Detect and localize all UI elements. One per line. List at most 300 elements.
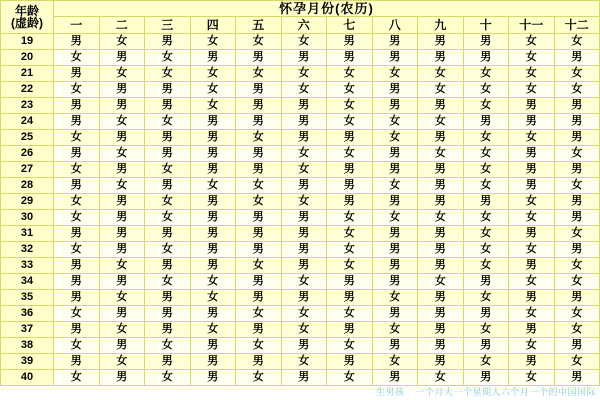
month-header-12: 十二 [554, 17, 600, 34]
gender-cell: 女 [509, 306, 555, 322]
gender-cell: 女 [554, 146, 600, 162]
gender-cell: 女 [99, 290, 145, 306]
age-cell: 35 [1, 290, 54, 306]
gender-cell: 女 [281, 146, 327, 162]
gender-cell: 男 [372, 338, 418, 354]
gender-cell: 女 [327, 258, 373, 274]
gender-cell: 女 [99, 114, 145, 130]
gender-cell: 女 [327, 98, 373, 114]
gender-cell: 女 [236, 194, 282, 210]
gender-cell: 男 [236, 354, 282, 370]
gender-cell: 女 [372, 178, 418, 194]
table-row [1, 210, 600, 226]
gender-cell: 男 [418, 306, 464, 322]
gender-cell: 男 [236, 274, 282, 290]
gender-cell: 女 [554, 178, 600, 194]
gender-cell: 女 [145, 274, 191, 290]
gender-cell: 男 [54, 66, 100, 82]
gender-cell: 女 [463, 226, 509, 242]
gender-cell: 男 [327, 194, 373, 210]
gender-cell: 女 [327, 66, 373, 82]
gender-cell: 女 [463, 82, 509, 98]
gender-cell: 男 [509, 178, 555, 194]
gender-cell: 女 [327, 82, 373, 98]
gender-cell: 男 [372, 274, 418, 290]
gender-cell: 男 [54, 178, 100, 194]
gender-cell: 男 [190, 370, 236, 386]
gender-cell: 女 [509, 82, 555, 98]
table-row [1, 322, 600, 338]
gender-cell: 女 [372, 66, 418, 82]
gender-cell: 男 [463, 114, 509, 130]
gender-cell: 女 [463, 178, 509, 194]
gender-cell: 女 [463, 130, 509, 146]
table-row [1, 146, 600, 162]
gender-cell: 男 [145, 226, 191, 242]
gender-cell: 男 [54, 98, 100, 114]
table-row [1, 242, 600, 258]
gender-cell: 女 [554, 82, 600, 98]
gender-cell: 女 [145, 162, 191, 178]
age-cell: 34 [1, 274, 54, 290]
gender-cell: 男 [281, 290, 327, 306]
table-row [1, 226, 600, 242]
table-row [1, 50, 600, 66]
table-row [1, 258, 600, 274]
gender-cell: 女 [99, 178, 145, 194]
gender-cell: 女 [463, 258, 509, 274]
gender-cell: 女 [418, 114, 464, 130]
gender-cell: 女 [509, 130, 555, 146]
gender-cell: 女 [236, 258, 282, 274]
gender-cell: 女 [509, 370, 555, 386]
gender-cell: 男 [236, 210, 282, 226]
gender-cell: 女 [554, 322, 600, 338]
gender-cell: 男 [281, 50, 327, 66]
age-cell: 19 [1, 34, 54, 50]
gender-cell: 女 [190, 290, 236, 306]
gender-cell: 男 [418, 258, 464, 274]
month-header-10: 十 [463, 17, 509, 34]
gender-cell: 男 [509, 258, 555, 274]
gender-cell: 女 [190, 274, 236, 290]
gender-cell: 女 [54, 194, 100, 210]
gender-cell: 男 [418, 290, 464, 306]
month-header-7: 七 [327, 17, 373, 34]
gender-cell: 男 [554, 194, 600, 210]
age-cell: 37 [1, 322, 54, 338]
gender-cell: 男 [190, 354, 236, 370]
gender-cell: 女 [418, 210, 464, 226]
gender-cell: 女 [99, 34, 145, 50]
gender-cell: 男 [99, 50, 145, 66]
gender-cell: 男 [54, 34, 100, 50]
gender-cell: 女 [99, 322, 145, 338]
gender-cell: 男 [236, 242, 282, 258]
gender-cell: 女 [236, 66, 282, 82]
age-cell: 24 [1, 114, 54, 130]
gender-cell: 女 [372, 130, 418, 146]
gender-cell: 女 [145, 194, 191, 210]
age-cell: 32 [1, 242, 54, 258]
gender-cell: 男 [281, 210, 327, 226]
gender-cell: 男 [372, 258, 418, 274]
gender-cell: 男 [236, 50, 282, 66]
gender-cell: 女 [509, 274, 555, 290]
gender-cell: 男 [54, 226, 100, 242]
table-row [1, 130, 600, 146]
gender-cell: 男 [99, 130, 145, 146]
gender-cell: 男 [99, 370, 145, 386]
gender-cell: 女 [145, 370, 191, 386]
gender-cell: 男 [99, 82, 145, 98]
table-row [1, 306, 600, 322]
gender-cell: 男 [372, 34, 418, 50]
gender-cell: 男 [99, 274, 145, 290]
age-cell: 31 [1, 226, 54, 242]
gender-cell: 男 [190, 242, 236, 258]
gender-cell: 女 [327, 306, 373, 322]
gender-cell: 女 [463, 290, 509, 306]
age-cell: 23 [1, 98, 54, 114]
gender-cell: 男 [418, 34, 464, 50]
gender-cell: 男 [190, 306, 236, 322]
gender-cell: 男 [372, 98, 418, 114]
gender-cell: 男 [190, 130, 236, 146]
gender-cell: 男 [372, 146, 418, 162]
gender-cell: 男 [372, 194, 418, 210]
age-header-line1: 年龄 [14, 4, 39, 18]
gender-cell: 女 [281, 274, 327, 290]
gender-cell: 女 [509, 194, 555, 210]
gender-cell: 女 [145, 338, 191, 354]
age-column-header [1, 1, 54, 34]
gender-cell: 男 [145, 322, 191, 338]
gender-cell: 男 [327, 322, 373, 338]
gender-cell: 男 [509, 98, 555, 114]
gender-cell: 女 [463, 242, 509, 258]
gender-cell: 男 [372, 82, 418, 98]
gender-cell: 男 [281, 178, 327, 194]
gender-cell: 女 [372, 210, 418, 226]
gender-cell: 男 [99, 226, 145, 242]
gender-cell: 男 [190, 50, 236, 66]
gender-cell: 女 [190, 34, 236, 50]
gender-cell: 男 [372, 242, 418, 258]
gender-cell: 男 [327, 274, 373, 290]
table-row [1, 338, 600, 354]
gender-cell: 男 [281, 98, 327, 114]
gender-cell: 男 [327, 130, 373, 146]
gender-cell: 男 [463, 50, 509, 66]
gender-cell: 男 [54, 114, 100, 130]
gender-cell: 男 [190, 258, 236, 274]
gender-cell: 男 [190, 114, 236, 130]
table-row [1, 274, 600, 290]
gender-cell: 男 [236, 98, 282, 114]
month-header-8: 八 [372, 17, 418, 34]
table-row [1, 34, 600, 50]
table-body [1, 34, 600, 386]
gender-cell: 男 [418, 98, 464, 114]
age-cell: 28 [1, 178, 54, 194]
gender-cell: 男 [418, 130, 464, 146]
gender-cell: 男 [509, 146, 555, 162]
gender-cell: 女 [327, 146, 373, 162]
gender-cell: 女 [236, 306, 282, 322]
gender-cell: 女 [463, 322, 509, 338]
gender-cell: 女 [327, 338, 373, 354]
gender-cell: 男 [145, 146, 191, 162]
age-cell: 30 [1, 210, 54, 226]
month-header-1: 一 [54, 17, 100, 34]
age-cell: 33 [1, 258, 54, 274]
gender-cell: 女 [327, 210, 373, 226]
gender-cell: 女 [236, 178, 282, 194]
gender-cell: 女 [54, 130, 100, 146]
gender-cell: 女 [418, 82, 464, 98]
gender-cell: 男 [509, 290, 555, 306]
gender-cell: 女 [145, 242, 191, 258]
gender-cell: 女 [281, 82, 327, 98]
age-cell: 26 [1, 146, 54, 162]
gender-cell: 男 [554, 50, 600, 66]
gender-cell: 女 [54, 242, 100, 258]
gender-cell: 女 [54, 162, 100, 178]
watermark-right: 一个月大一个星期人六个月一个的中国国际 [415, 387, 596, 397]
gender-cell: 女 [554, 274, 600, 290]
gender-cell: 女 [554, 66, 600, 82]
gender-cell: 女 [54, 210, 100, 226]
gender-cell: 女 [372, 290, 418, 306]
gender-cell: 女 [145, 210, 191, 226]
age-cell: 22 [1, 82, 54, 98]
gender-cell: 女 [554, 354, 600, 370]
gender-cell: 女 [509, 210, 555, 226]
gender-cell: 男 [145, 98, 191, 114]
gender-cell: 男 [99, 98, 145, 114]
gender-cell: 男 [327, 354, 373, 370]
age-cell: 36 [1, 306, 54, 322]
gender-cell: 女 [281, 354, 327, 370]
gender-cell: 女 [190, 98, 236, 114]
gender-cell: 女 [281, 162, 327, 178]
month-header-9: 九 [418, 17, 464, 34]
gender-cell: 男 [418, 338, 464, 354]
gender-cell: 女 [99, 66, 145, 82]
table-row [1, 178, 600, 194]
gender-cell: 男 [145, 290, 191, 306]
gender-cell: 男 [418, 322, 464, 338]
gender-cell: 男 [236, 322, 282, 338]
gender-cell: 女 [327, 226, 373, 242]
gender-cell: 男 [145, 178, 191, 194]
age-cell: 39 [1, 354, 54, 370]
table-header [1, 1, 600, 34]
age-cell: 40 [1, 370, 54, 386]
gender-cell: 女 [418, 146, 464, 162]
month-header-row [1, 17, 600, 34]
gender-cell: 女 [236, 34, 282, 50]
gender-cell: 男 [99, 162, 145, 178]
gender-cell: 男 [281, 226, 327, 242]
gender-cell: 女 [236, 370, 282, 386]
gender-cell: 女 [509, 50, 555, 66]
gender-cell: 男 [54, 322, 100, 338]
gender-cell: 男 [372, 226, 418, 242]
gender-cell: 男 [554, 114, 600, 130]
gender-cell: 男 [327, 290, 373, 306]
watermark-left: 生男孩 [375, 387, 405, 397]
table-row [1, 354, 600, 370]
gender-cell: 男 [554, 370, 600, 386]
table-row [1, 290, 600, 306]
table-title: 怀孕月份(农历) [54, 1, 600, 17]
age-cell: 20 [1, 50, 54, 66]
gender-cell: 男 [418, 354, 464, 370]
gender-cell: 男 [554, 338, 600, 354]
gender-cell: 女 [327, 114, 373, 130]
age-cell: 25 [1, 130, 54, 146]
month-header-6: 六 [281, 17, 327, 34]
gender-cell: 女 [463, 354, 509, 370]
gender-cell: 男 [418, 226, 464, 242]
gender-cell: 男 [190, 338, 236, 354]
age-cell: 21 [1, 66, 54, 82]
gender-cell: 女 [418, 274, 464, 290]
age-cell: 27 [1, 162, 54, 178]
gender-cell: 男 [236, 146, 282, 162]
gender-cell: 男 [463, 274, 509, 290]
gender-cell: 男 [190, 194, 236, 210]
gender-cell: 女 [463, 146, 509, 162]
age-cell: 29 [1, 194, 54, 210]
gender-cell: 男 [509, 226, 555, 242]
gender-cell: 男 [145, 34, 191, 50]
gender-cell: 女 [145, 114, 191, 130]
gender-cell: 男 [236, 290, 282, 306]
gender-cell: 男 [509, 354, 555, 370]
gender-cell: 男 [281, 114, 327, 130]
gender-cell: 女 [99, 258, 145, 274]
gender-cell: 女 [145, 66, 191, 82]
gender-cell: 男 [99, 194, 145, 210]
month-header-4: 四 [190, 17, 236, 34]
gender-cell: 男 [554, 290, 600, 306]
gender-cell: 女 [463, 98, 509, 114]
gender-cell: 男 [418, 162, 464, 178]
age-header-line2: (虚龄) [11, 16, 43, 30]
gender-cell: 男 [99, 306, 145, 322]
gender-cell: 女 [509, 338, 555, 354]
table-row [1, 162, 600, 178]
gender-cell: 男 [281, 258, 327, 274]
gender-cell: 女 [327, 242, 373, 258]
gender-cell: 女 [418, 66, 464, 82]
gender-cell: 男 [372, 370, 418, 386]
gender-cell: 女 [463, 162, 509, 178]
gender-cell: 女 [554, 226, 600, 242]
month-header-2: 二 [99, 17, 145, 34]
gender-cell: 男 [372, 306, 418, 322]
gender-cell: 男 [190, 146, 236, 162]
gender-cell: 男 [54, 258, 100, 274]
gender-cell: 女 [554, 306, 600, 322]
table-row [1, 370, 600, 386]
gender-cell: 男 [463, 338, 509, 354]
gender-cell: 男 [509, 322, 555, 338]
gender-cell: 男 [327, 34, 373, 50]
gender-cell: 男 [54, 274, 100, 290]
gender-cell: 男 [236, 82, 282, 98]
gender-cell: 男 [418, 194, 464, 210]
gender-cell: 男 [99, 242, 145, 258]
gender-cell: 女 [281, 194, 327, 210]
month-header-5: 五 [236, 17, 282, 34]
gender-cell: 女 [509, 242, 555, 258]
gender-cell: 女 [509, 34, 555, 50]
gender-cell: 男 [281, 242, 327, 258]
gender-cell: 男 [418, 50, 464, 66]
gender-cell: 女 [54, 338, 100, 354]
gender-cell: 男 [554, 98, 600, 114]
gender-cell: 男 [190, 226, 236, 242]
gender-cell: 男 [372, 162, 418, 178]
gender-cell: 女 [54, 306, 100, 322]
gender-cell: 男 [236, 162, 282, 178]
gender-cell: 男 [418, 242, 464, 258]
gender-cell: 女 [281, 34, 327, 50]
table-row [1, 66, 600, 82]
gender-cell: 女 [509, 66, 555, 82]
gender-cell: 女 [190, 178, 236, 194]
gender-cell: 男 [281, 130, 327, 146]
gender-cell: 男 [190, 210, 236, 226]
gender-cell: 男 [190, 162, 236, 178]
gender-cell: 男 [418, 178, 464, 194]
gender-cell: 女 [372, 114, 418, 130]
gender-cell: 男 [554, 130, 600, 146]
gender-cell: 男 [463, 34, 509, 50]
gender-cell: 女 [554, 34, 600, 50]
gender-cell: 女 [463, 210, 509, 226]
gender-cell: 男 [554, 162, 600, 178]
gender-cell: 男 [236, 226, 282, 242]
gender-cell: 女 [54, 50, 100, 66]
gender-cell: 男 [99, 210, 145, 226]
gender-cell: 女 [327, 370, 373, 386]
gender-cell: 女 [54, 82, 100, 98]
table-row [1, 98, 600, 114]
gender-cell: 男 [145, 354, 191, 370]
gender-cell: 男 [54, 354, 100, 370]
gender-cell: 男 [463, 306, 509, 322]
gender-cell: 女 [54, 370, 100, 386]
gender-cell: 男 [145, 82, 191, 98]
gender-cell: 女 [99, 354, 145, 370]
gender-cell: 男 [327, 162, 373, 178]
gender-cell: 男 [54, 146, 100, 162]
gender-cell: 女 [372, 322, 418, 338]
gender-cell: 男 [372, 50, 418, 66]
gender-cell: 男 [281, 370, 327, 386]
gender-cell: 男 [54, 290, 100, 306]
gender-cell: 男 [236, 114, 282, 130]
gender-cell: 女 [236, 130, 282, 146]
month-header-3: 三 [145, 17, 191, 34]
gender-cell: 男 [554, 210, 600, 226]
gender-cell: 女 [418, 370, 464, 386]
